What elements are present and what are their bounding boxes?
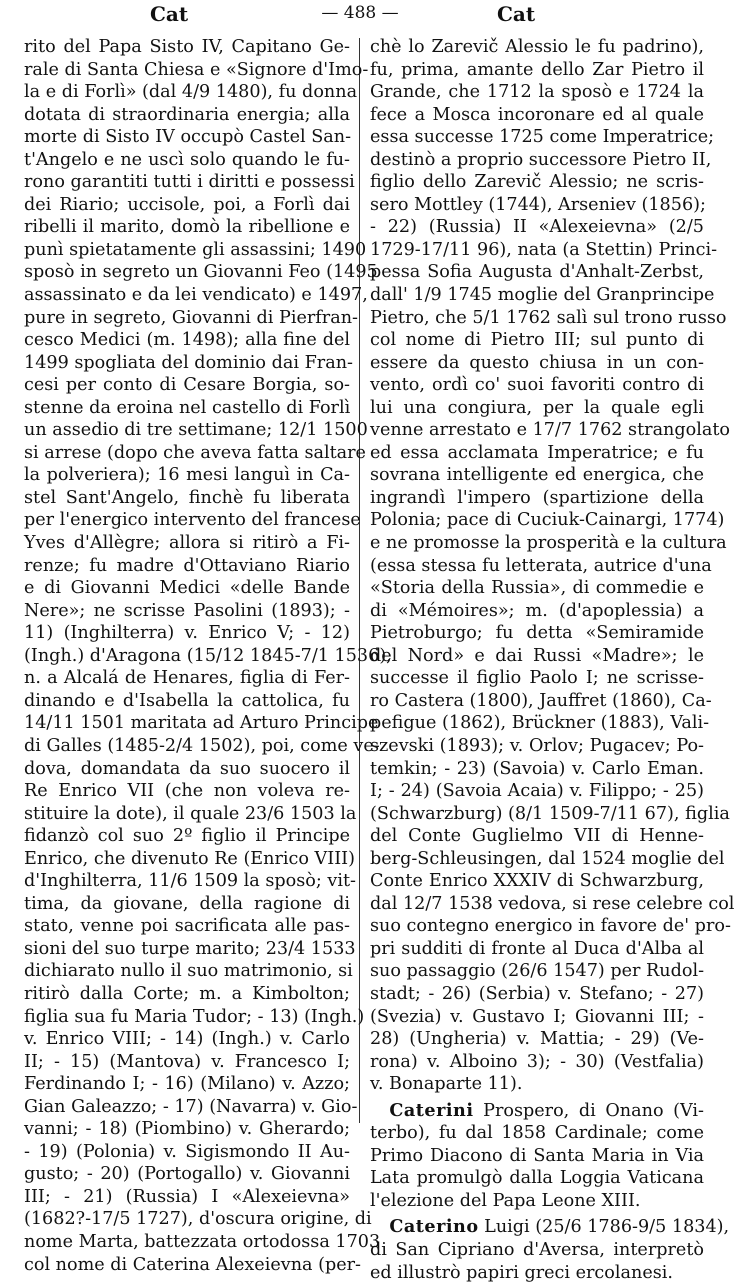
text-line: di Galles (1485-2/4 1502), poi, come ve- (24, 735, 380, 756)
text-line: morte di Sisto IV occupò Castel San- (24, 127, 352, 148)
text-line: chè lo Zarevič Alessio le fu padrino), (370, 37, 704, 57)
text-line: stato, venne poi sacrificata alle pas- (24, 916, 350, 937)
text-line: gusto; - 20) (Portogallo) v. Giovanni (24, 1164, 350, 1185)
text-line: sposò in segreto un Giovanni Feo (1495 (24, 262, 378, 283)
text-line: rono garantiti tutti i diritti e possessi (24, 172, 355, 193)
text-line: n. a Alcalá de Henares, figlia di Fer- (24, 668, 350, 689)
text-line: d'Inghilterra, 11/6 1509 la sposò; vit- (24, 871, 356, 892)
entry-headword: Caterini (389, 1099, 474, 1121)
text-line: III; - 21) (Russia) I «Alexeievna» (24, 1186, 350, 1207)
page-number: — 488 — (321, 3, 399, 23)
left-column (24, 36, 392, 1275)
text-line: vanni; - 18) (Piombino) v. Gherardo; (24, 1119, 350, 1140)
text-line: terbo), fu dal 1858 Cardinale; come (370, 1123, 704, 1144)
column-divider (359, 38, 360, 1123)
text-line: dei Riario; uccisole, poi, a Forlì dai (24, 194, 350, 215)
text-line: venne arrestato e 17/7 1762 strangolato (370, 420, 731, 441)
entry-text: Luigi (25/6 1786-9/5 1834), (478, 1217, 730, 1238)
text-line: la e di Forlì» (dal 4/9 1480), fu donna (24, 82, 358, 103)
dictionary-entries (370, 1099, 730, 1284)
text-line: Pietroburgo; fu detta «Semiramide (370, 623, 704, 644)
text-line: Pietro, che 5/1 1762 salì sul trono russo (370, 307, 727, 328)
text-line: di «Mémoires»; m. (d'apoplessia) a (370, 600, 704, 621)
text-line: del Nord» e dai Russi «Madre»; le (370, 645, 704, 666)
text-line: fece a Mosca incoronare ed al quale (370, 104, 704, 125)
text-line: Ferdinando I; - 16) (Milano) v. Azzo; (24, 1074, 350, 1095)
text-line: pure in segreto, Giovanni di Pierfran- (24, 307, 358, 328)
text-line: rona) v. Alboino 3); - 30) (Vestfalia) (370, 1051, 704, 1072)
text-line: destinò a proprio successore Pietro II, (370, 149, 712, 170)
text-line: l'elezione del Papa Leone XIII. (370, 1190, 641, 1211)
text-line: Lata promulgò dalla Loggia Vaticana (370, 1168, 704, 1189)
dictionary-entry (370, 1100, 704, 1213)
text-line: dal 12/7 1538 vedova, si rese celebre col (370, 893, 734, 914)
text-line: suo passaggio (26/6 1547) per Rudol- (370, 961, 705, 982)
page-header (0, 2, 718, 28)
text-line: stel Sant'Angelo, finchè fu liberata (24, 487, 350, 508)
text-line: t'Angelo e ne uscì solo quando le fu- (24, 149, 350, 170)
text-line: (essa stessa fu letterata, autrice d'una (370, 555, 712, 576)
text-line: ritirò dalla Corte; m. a Kimbolton; (24, 983, 350, 1004)
text-line: dall' 1/9 1745 moglie del Granprincipe (370, 285, 715, 306)
text-line: successe il figlio Paolo I; ne scrisse- (370, 668, 704, 689)
text-line: Enrico, che divenuto Re (Enrico VIII) (24, 848, 355, 869)
text-line: temkin; - 23) (Savoia) v. Carlo Eman. (370, 758, 704, 779)
text-line: berg-Schleusingen, dal 1524 moglie del (370, 848, 725, 869)
text-line: Polonia; pace di Cuciuk-Cainargi, 1774) (370, 510, 725, 531)
entry-headword: Caterino (389, 1216, 479, 1238)
text-line: la polveriera); 16 mesi languì in Ca- (24, 465, 350, 486)
text-line: stadt; - 26) (Serbia) v. Stefano; - 27) (370, 983, 704, 1004)
text-line: figlia sua fu Maria Tudor; - 13) (Ingh.) (24, 1006, 365, 1027)
text-line: ribelli il marito, domò la ribellione e (24, 217, 350, 238)
text-line: fidanzò col suo 2º figlio il Principe (24, 826, 350, 847)
text-line: pessa Sofia Augusta d'Anhalt-Zerbst, (370, 262, 704, 283)
entry-text: Prospero, di Onano (Vi- (473, 1100, 704, 1121)
text-line: pri sudditi di fronte al Duca d'Alba al (370, 938, 704, 959)
text-line: punì spietatamente gli assassini; 1490 (24, 239, 367, 260)
text-line: 28) (Ungheria) v. Mattia; - 29) (Ve- (370, 1029, 704, 1050)
text-line: sioni del suo turpe marito; 23/4 1533 (24, 938, 356, 959)
text-line: Yves d'Allègre; allora si ritirò a Fi- (24, 533, 350, 554)
text-line: vento, ordì co' suoi favoriti contro di (370, 375, 704, 396)
right-headword: Cat (497, 2, 536, 26)
text-line: pefigue (1862), Brückner (1883), Vali- (370, 713, 710, 734)
text-line: e di Giovanni Medici «delle Bande (24, 578, 350, 599)
text-line: (Schwarzburg) (8/1 1509-7/11 67), figlia (370, 803, 730, 824)
text-line: cesco Medici (m. 1498); alla fine del (24, 330, 350, 351)
entry-first-line (370, 1100, 704, 1123)
text-line: ingrandì l'impero (spartizione della (370, 487, 704, 508)
text-line: Gian Galeazzo; - 17) (Navarra) v. Gio- (24, 1096, 358, 1117)
text-line: stituire la dote), il quale 23/6 1503 la (24, 803, 357, 824)
text-line: 11) (Inghilterra) v. Enrico V; - 12) (24, 623, 350, 644)
right-column (370, 36, 734, 1283)
text-line: v. Enrico VIII; - 14) (Ingh.) v. Carlo (24, 1029, 350, 1050)
text-line: I; - 24) (Savoia Acaia) v. Filippo; - 25) (370, 781, 704, 802)
text-line: col nome di Pietro III; sul punto di (370, 330, 704, 351)
text-line: si arrese (dopo che aveva fatta saltare (24, 442, 366, 463)
text-line: «Storia della Russia», di commedie e (370, 578, 704, 599)
text-line: - 19) (Polonia) v. Sigismondo II Au- (24, 1141, 350, 1162)
text-line: 14/11 1501 maritata ad Arturo Principe (24, 713, 379, 734)
text-line: v. Bonaparte 11). (370, 1074, 523, 1095)
text-line: Grande, che 1712 la sposò e 1724 la (370, 82, 704, 103)
text-line: sovrana intelligente ed energica, che (370, 465, 704, 486)
text-line: ed essa acclamata Imperatrice; e fu (370, 442, 704, 463)
text-line: figlio dello Zarevič Alessio; ne scris- (370, 172, 704, 193)
text-line: fu, prima, amante dello Zar Pietro il (370, 59, 704, 80)
text-line: rale di Santa Chiesa e «Signore d'Imo- (24, 59, 369, 80)
right-column-text (370, 36, 734, 1096)
text-line: (1682?-17/5 1727), d'oscura origine, di (24, 1209, 372, 1230)
text-line: ro Castera (1800), Jauffret (1860), Ca- (370, 690, 712, 711)
text-line: nome Marta, battezzata ortodossa 1703 (24, 1231, 381, 1252)
text-line: cesi per conto di Cesare Borgia, so- (24, 375, 350, 396)
text-line: dinando e d'Isabella la cattolica, fu (24, 690, 350, 711)
dictionary-entry (370, 1216, 730, 1284)
text-line: (Ingh.) d'Aragona (15/12 1845-7/1 1536), (24, 645, 392, 666)
text-line: Primo Diacono di Santa Maria in Via (370, 1145, 704, 1166)
text-line: - 22) (Russia) II «Alexeievna» (2/5 (370, 217, 704, 238)
text-line: un assedio di tre settimane; 12/1 1500 (24, 420, 368, 441)
text-line: col nome di Caterina Alexeievna (per- (24, 1254, 362, 1275)
text-line: dova, domandata da suo suocero il (24, 758, 350, 779)
text-line: suo contegno energico in favore de' pro- (370, 916, 731, 937)
text-line: per l'energico intervento del francese (24, 510, 361, 531)
text-line: renze; fu madre d'Ottaviano Riario (24, 555, 350, 576)
text-line: stenne da eroina nel castello di Forlì (24, 397, 351, 418)
text-line: Re Enrico VII (che non voleva re- (24, 781, 350, 802)
text-line: 1729-17/11 96), nata (a Stettin) Princi- (370, 239, 718, 260)
text-line: lui una congiura, per la quale egli (370, 397, 704, 418)
text-line: sero Mottley (1744), Arseniev (1856); (370, 194, 706, 215)
text-line: essere da questo chiusa in un con- (370, 352, 704, 373)
text-line: Nere»; ne scrisse Pasolini (1893); - (24, 600, 350, 621)
text-line: Conte Enrico XXXIV di Schwarzburg, (370, 871, 704, 892)
text-line: rito del Papa Sisto IV, Capitano Ge- (24, 37, 350, 57)
left-headword: Cat (150, 2, 189, 26)
text-line: dotata di straordinaria energia; alla (24, 104, 350, 125)
text-line: tima, da giovane, della ragione di (24, 893, 350, 914)
text-line: di San Cipriano d'Aversa, interpretò (370, 1239, 704, 1260)
text-line: dichiarato nullo il suo matrimonio, si (24, 961, 353, 982)
text-line: 1499 spogliata del dominio dai Fran- (24, 352, 353, 373)
text-line: II; - 15) (Mantova) v. Francesco I; (24, 1051, 350, 1072)
entry-first-line (370, 1216, 730, 1239)
text-line: del Conte Guglielmo VII di Henne- (370, 826, 704, 847)
text-line: (Svezia) v. Gustavo I; Giovanni III; - (370, 1006, 704, 1027)
text-line: szevski (1893); v. Orlov; Pugacev; Po- (370, 735, 704, 756)
text-line: e ne promosse la prosperità e la cultura (370, 533, 727, 554)
text-line: essa successe 1725 come Imperatrice; (370, 127, 715, 148)
text-line: ed illustrò papiri greci ercolanesi. (370, 1262, 673, 1283)
text-line: assassinato e da lei vendicato) e 1497, (24, 285, 368, 306)
